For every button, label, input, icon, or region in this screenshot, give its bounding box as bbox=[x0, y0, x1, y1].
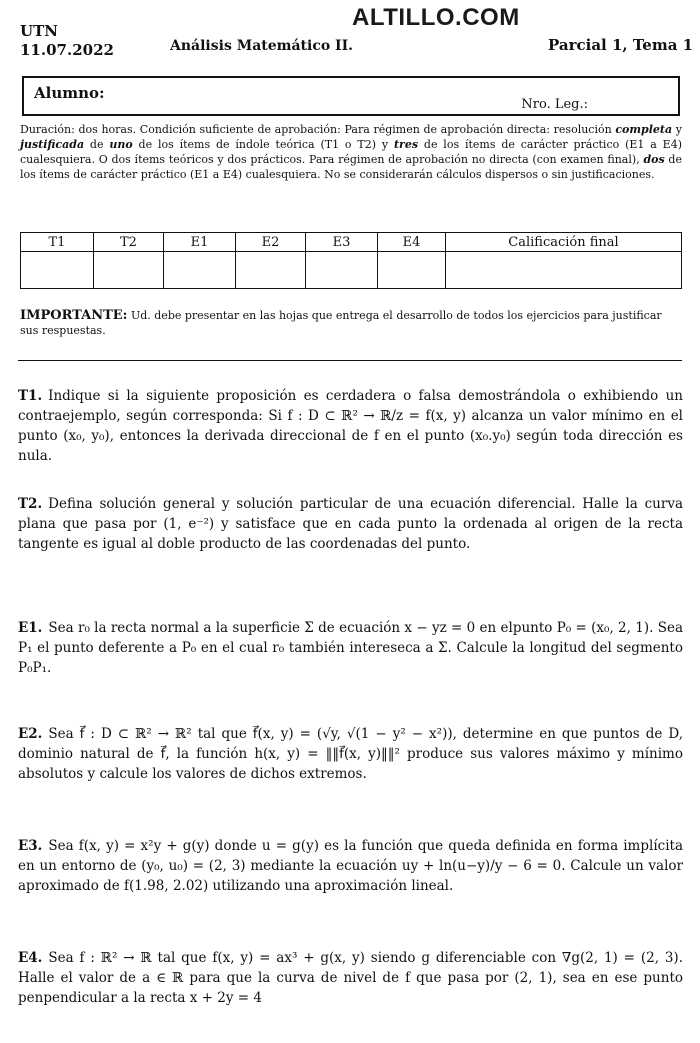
instr-uno: uno bbox=[109, 138, 133, 151]
question-text: Sea f⃗ : D ⊂ ℝ² → ℝ² tal que f⃗(x, y) = (√y, √(1 − y² − x²)), determine en que puntos de D, dominio natural de f⃗, la función h(x, y) = ‖‖f⃗(x, y)‖‖² produce sus valores máximo y mínimo absolutos y calcule los valores de dichos extremos. bbox=[18, 726, 683, 782]
student-info-box bbox=[22, 76, 680, 116]
alumno-label: Alumno: bbox=[34, 84, 105, 102]
instr-text: Duración: dos horas. Condición suficiente de aprobación: Para régimen de aprobación directa: resolución bbox=[20, 123, 616, 136]
question-e4 bbox=[18, 948, 683, 1008]
grade-cell bbox=[306, 252, 378, 289]
instr-text: de los ítems de carácter práctico (E1 a E4) cualesquiera. O dos ítems teóricos y dos prácticos. Para régimen de aprobación no directa (con examen final), bbox=[20, 138, 682, 166]
question-id: E1. bbox=[18, 620, 43, 636]
instr-completa: completa bbox=[615, 123, 673, 136]
instr-text: de los ítems de carácter práctico (E1 a E4) cualesquiera. No se considerarán cálculos dispersos o sin justificaciones. bbox=[20, 153, 682, 181]
exam-date: 11.07.2022 bbox=[20, 41, 114, 59]
question-text: Indique si la siguiente proposición es cerdadera o falsa demostrándola o exhibiendo un contraejemplo, según corresponda: Si f : D ⊂ ℝ² → ℝ/z = f(x, y) alcanza un valor mínimo en el punto (x₀, y₀), entonces la derivada direccional de f en el punto (x₀.y₀) según toda dirección es nula. bbox=[18, 388, 683, 464]
question-id: T2. bbox=[18, 496, 43, 512]
question-e3 bbox=[18, 836, 683, 896]
question-text: Sea f : ℝ² → ℝ tal que f(x, y) = ax³ + g(x, y) siendo g diferenciable con ∇g(2, 1) = (2, 3). Halle el valor de a ∈ ℝ para que la curva de nivel de f que pasa por (2, 1), sea en ese punto penpendicular a la recta x + 2y = 4 bbox=[18, 950, 683, 1006]
question-id: T1. bbox=[18, 388, 43, 404]
instructions-paragraph bbox=[20, 122, 682, 182]
instr-text: y bbox=[672, 123, 682, 136]
question-text: Sea r₀ la recta normal a la superficie Σ de ecuación x − yz = 0 en elpunto P₀ = (x₀, 2, 1). Sea P₁ el punto deferente a P₀ en el cual r₀ también intereseca a Σ. Calcule la longitud del segmento P₀P₁. bbox=[18, 620, 683, 676]
instr-text: de los ítems de índole teórica (T1 o T2) y bbox=[132, 138, 394, 151]
grade-header-e2: E2 bbox=[236, 233, 306, 252]
grades-table bbox=[20, 232, 682, 289]
importante-note bbox=[20, 308, 682, 338]
exam-title: Parcial 1, Tema 1 bbox=[548, 36, 694, 54]
question-e2 bbox=[18, 724, 683, 784]
watermark-logo: ALTILLO.COM bbox=[352, 4, 520, 31]
grade-header-e4: E4 bbox=[378, 233, 446, 252]
grade-header-e3: E3 bbox=[306, 233, 378, 252]
instr-justificada: justificada bbox=[20, 138, 85, 151]
legajo-label: Nro. Leg.: bbox=[521, 97, 588, 112]
instr-dos: dos bbox=[643, 153, 665, 166]
importante-label: IMPORTANTE: bbox=[20, 308, 128, 323]
grade-cell bbox=[446, 252, 682, 289]
institution-name: UTN bbox=[20, 22, 58, 40]
instr-text: de bbox=[84, 138, 110, 151]
instr-tres: tres bbox=[393, 138, 419, 151]
question-id: E3. bbox=[18, 838, 43, 854]
grades-header-row bbox=[21, 233, 682, 252]
question-e1 bbox=[18, 618, 683, 678]
grade-cell bbox=[378, 252, 446, 289]
grade-header-e1: E1 bbox=[164, 233, 236, 252]
importante-text: Ud. debe presentar en las hojas que entrega el desarrollo de todos los ejercicios para justificar sus respuestas. bbox=[20, 309, 662, 337]
question-t2 bbox=[18, 494, 683, 554]
grade-cell bbox=[21, 252, 94, 289]
question-t1 bbox=[18, 386, 683, 466]
question-text: Defina solución general y solución particular de una ecuación diferencial. Halle la curva plana que pasa por (1, e⁻²) y satisface que en cada punto la ordenada al origen de la recta tangente es igual al doble producto de las coordenadas del punto. bbox=[18, 496, 683, 552]
grade-cell bbox=[94, 252, 164, 289]
section-divider bbox=[18, 360, 682, 361]
grade-cell bbox=[236, 252, 306, 289]
question-text: Sea f(x, y) = x²y + g(y) donde u = g(y) es la función que queda definida en forma implícita en un entorno de (y₀, u₀) = (2, 3) mediante la ecuación uy + ln(u−y)/y − 6 = 0. Calcule un valor aproximado de f(1.98, 2.02) utilizando una aproximación lineal. bbox=[18, 838, 683, 894]
header-institution-block bbox=[20, 22, 114, 60]
subject-title: Análisis Matemático II. bbox=[170, 38, 354, 54]
question-id: E4. bbox=[18, 950, 43, 966]
grades-score-row bbox=[21, 252, 682, 289]
grade-cell bbox=[164, 252, 236, 289]
question-id: E2. bbox=[18, 726, 43, 742]
grade-header-final: Calificación final bbox=[446, 233, 682, 252]
grade-header-t1: T1 bbox=[21, 233, 94, 252]
grade-header-t2: T2 bbox=[94, 233, 164, 252]
